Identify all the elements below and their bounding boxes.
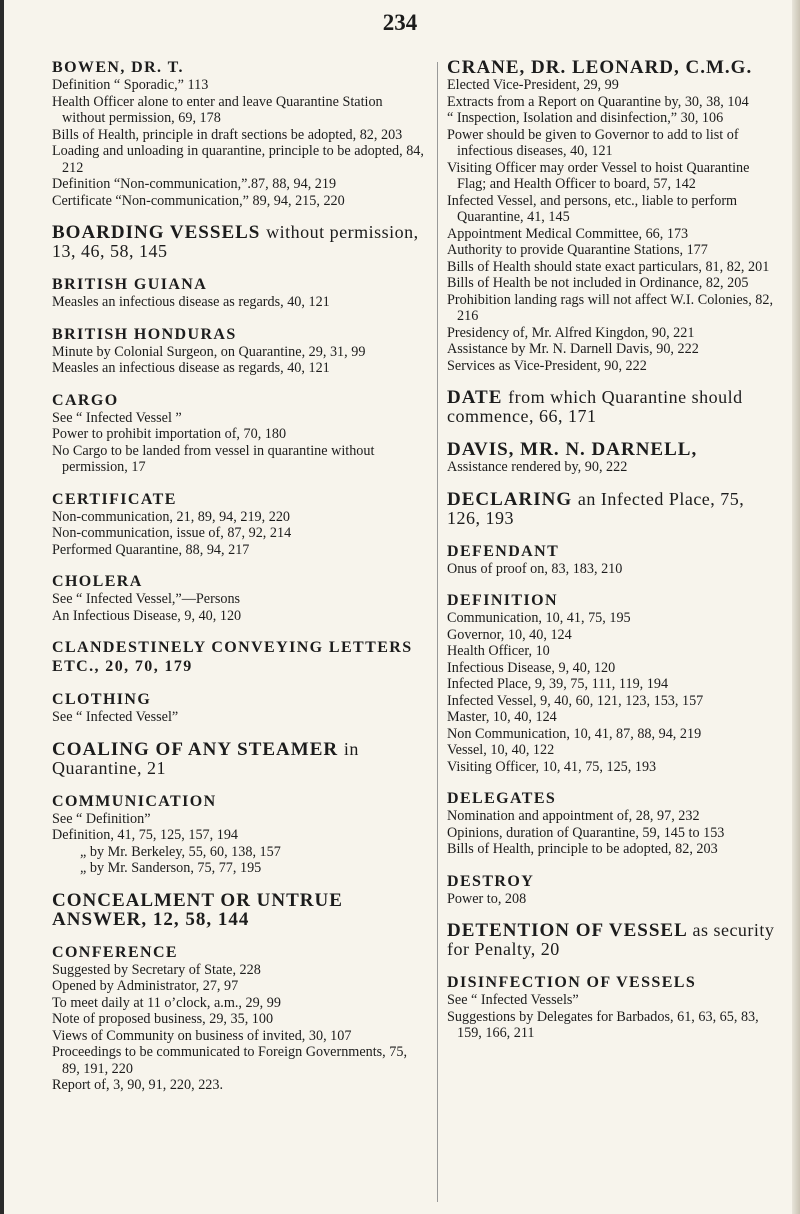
index-subentry: See “ Infected Vessel” — [52, 709, 179, 725]
index-entry — [52, 792, 428, 877]
index-entry — [447, 921, 782, 959]
index-subentry: Opened by Administrator, 27, 97 — [52, 978, 239, 994]
index-subentry: To meet daily at 11 o’clock, a.m., 29, 99 — [52, 994, 281, 1011]
index-heading-continuation: from which Quarantine should commence, 66, 171 — [447, 387, 743, 426]
index-heading — [52, 572, 428, 591]
index-heading — [52, 490, 428, 509]
index-heading — [447, 921, 782, 959]
index-heading-continuation: an Infected Place, 75, 126, 193 — [447, 488, 745, 528]
index-entry — [52, 58, 428, 209]
index-subentry: An Infectious Disease, 9, 40, 120 — [52, 607, 242, 624]
index-heading-text: BRITISH HONDURAS — [52, 325, 237, 343]
index-heading — [52, 638, 428, 676]
index-subentry: „ by Mr. Berkeley, 55, 60, 138, 157 — [80, 843, 281, 860]
index-subentry: Infectious Disease, 9, 40, 120 — [447, 659, 616, 676]
index-entry — [52, 943, 428, 1094]
index-subentry: Suggested by Secretary of State, 228 — [52, 961, 261, 978]
index-subentry: Non Communication, 10, 41, 87, 88, 94, 219 — [447, 725, 702, 742]
index-subentry: Governor, 10, 40, 124 — [447, 626, 572, 643]
index-subentry: Infected Place, 9, 39, 75, 111, 119, 194 — [447, 676, 669, 692]
index-heading-continuation: without permission, 13, 46, 58, 145 — [52, 222, 419, 261]
index-subentry: Vessel, 10, 40, 122 — [447, 742, 555, 758]
index-subentry: Minute by Colonial Surgeon, on Quarantine, 29, 31, 99 — [52, 343, 366, 360]
index-heading-text: CLOTHING — [52, 691, 152, 708]
index-heading-text: CONFERENCE — [52, 943, 179, 961]
index-subentry: Power to prohibit importation of, 70, 180 — [52, 426, 287, 442]
index-heading-text: CERTIFICATE — [52, 490, 177, 508]
index-heading — [447, 388, 782, 426]
index-subentry: Health Officer, 10 — [447, 643, 550, 659]
index-heading — [52, 391, 428, 410]
index-heading-text: CONCEALMENT OR UNTRUE ANSWER, 12, 58, 144 — [52, 889, 343, 930]
index-subentry: Extracts from a Report on Quarantine by, 30, 38, 104 — [447, 93, 749, 110]
index-heading — [447, 789, 782, 808]
index-subentry: Proceedings to be communicated to Foreign Governments, 75, 89, 191, 220 — [52, 1044, 408, 1077]
index-subentry: Communication, 10, 41, 75, 195 — [447, 610, 631, 626]
index-heading-text: DESTROY — [447, 872, 535, 890]
index-entry — [52, 391, 428, 476]
index-heading — [52, 325, 428, 344]
index-entry — [447, 388, 782, 426]
page-number: 234 — [382, 10, 418, 35]
index-entry — [52, 223, 428, 261]
index-subentry: See “ Infected Vessel ” — [52, 409, 182, 426]
index-subentry: Prohibition landing rags will not affect W.I. Colonies, 82, 216 — [447, 291, 774, 324]
index-entry — [52, 690, 428, 726]
index-heading-continuation: in Quarantine, 21 — [52, 738, 359, 778]
index-subentry: Appointment Medical Committee, 66, 173 — [447, 225, 689, 242]
index-subentry: Note of proposed business, 29, 35, 100 — [52, 1011, 274, 1027]
index-subentry: Elected Vice-President, 29, 99 — [447, 77, 619, 93]
index-subentry: Definition “ Sporadic,” 113 — [52, 77, 209, 93]
index-entry — [447, 440, 782, 476]
index-entry — [447, 789, 782, 858]
index-subentry: Power to, 208 — [447, 890, 527, 907]
index-subentry: Opinions, duration of Quarantine, 59, 145 to 153 — [447, 824, 725, 841]
index-entry — [447, 542, 782, 578]
index-entry — [52, 638, 428, 676]
index-subentry: Suggestions by Delegates for Barbados, 61, 63, 65, 83, 159, 166, 211 — [447, 1008, 759, 1041]
index-subentry: No Cargo to be landed from vessel in quarantine without permission, 17 — [52, 442, 375, 475]
index-heading — [52, 943, 428, 962]
index-subentry: Loading and unloading in quarantine, principle to be adopted, 84, 212 — [52, 143, 424, 176]
index-heading — [447, 490, 782, 528]
index-heading-text: DETENTION OF VESSEL — [447, 920, 687, 941]
index-subentry: Measles an infectious disease as regards, 40, 121 — [52, 360, 330, 376]
index-subentry: Authority to provide Quarantine Stations, 177 — [447, 242, 708, 258]
index-subentry: „ by Mr. Sanderson, 75, 77, 195 — [80, 860, 262, 876]
index-heading-text: COMMUNICATION — [52, 792, 217, 810]
index-heading-text: CLANDESTINELY CONVEYING LETTERS ETC., 20, 70, 179 — [52, 639, 413, 675]
index-heading — [447, 591, 782, 610]
index-heading — [52, 740, 428, 778]
index-subentry: Non-communication, 21, 89, 94, 219, 220 — [52, 508, 291, 525]
index-subentry: Visiting Officer, 10, 41, 75, 125, 193 — [447, 758, 657, 775]
index-entry — [52, 325, 428, 377]
index-entry — [447, 591, 782, 775]
index-entry — [447, 973, 782, 1042]
index-heading-text: DECLARING — [447, 488, 573, 510]
index-heading — [52, 891, 428, 929]
index-subentry: Nomination and appointment of, 28, 97, 232 — [447, 808, 700, 824]
index-subentry: Health Officer alone to enter and leave Quarantine Station without permission, 69, 178 — [52, 93, 383, 126]
index-subentry: Bills of Health, principle to be adopted, 82, 203 — [447, 841, 718, 857]
index-subentry: Visiting Officer may order Vessel to hoist Quarantine Flag; and Health Officer to board, 57, 142 — [447, 159, 750, 192]
index-subentry: Report of, 3, 90, 91, 220, 223. — [52, 1077, 224, 1093]
index-heading-text: DEFENDANT — [447, 542, 560, 560]
index-subentry: Infected Vessel, and persons, etc., liable to perform Quarantine, 41, 145 — [447, 192, 738, 225]
index-entry — [52, 891, 428, 929]
index-subentry: Assistance rendered by, 90, 222 — [447, 459, 628, 475]
index-heading-text: DELEGATES — [447, 790, 557, 807]
index-entry — [447, 58, 782, 374]
index-heading — [447, 973, 782, 992]
index-heading-text: CARGO — [52, 391, 119, 409]
index-heading-text: CRANE, DR. LEONARD, C.M.G. — [447, 57, 753, 78]
index-subentry: Infected Vessel, 9, 40, 60, 121, 123, 153, 157 — [447, 692, 704, 709]
index-subentry: Definition, 41, 75, 125, 157, 194 — [52, 827, 239, 843]
index-subentry: See “ Infected Vessels” — [447, 992, 579, 1008]
index-heading-text: DATE — [447, 387, 503, 408]
index-heading-text: DAVIS, MR. N. DARNELL, — [447, 439, 698, 460]
index-subentry: See “ Definition” — [52, 810, 151, 827]
index-heading-text: DEFINITION — [447, 592, 558, 609]
index-subentry: Definition “Non-communication,”.87, 88, 94, 219 — [52, 176, 337, 192]
index-heading-text: COALING OF ANY STEAMER — [52, 738, 339, 760]
page-edge-shadow — [792, 0, 800, 1214]
binding-edge — [0, 0, 4, 1214]
index-subentry: Non-communication, issue of, 87, 92, 214 — [52, 525, 292, 541]
index-subentry: Assistance by Mr. N. Darnell Davis, 90, 222 — [447, 341, 699, 357]
index-heading — [447, 58, 782, 77]
index-subentry: Master, 10, 40, 124 — [447, 709, 557, 725]
index-subentry: Power should be given to Governor to add to list of infectious diseases, 40, 121 — [447, 126, 739, 159]
index-heading — [52, 58, 428, 77]
index-heading-text: CHOLERA — [52, 573, 143, 590]
index-subentry: Performed Quarantine, 88, 94, 217 — [52, 541, 250, 558]
index-entry — [447, 872, 782, 908]
index-subentry: Measles an infectious disease as regards, 40, 121 — [52, 294, 330, 310]
index-heading — [447, 872, 782, 891]
index-heading-text: BOWEN, DR. T. — [52, 59, 184, 76]
index-entry — [447, 490, 782, 528]
index-subentry: See “ Infected Vessel,”—Persons — [52, 591, 241, 607]
index-heading — [52, 275, 428, 294]
index-heading — [52, 223, 428, 261]
index-entry — [52, 275, 428, 311]
index-subentry: Services as Vice-President, 90, 222 — [447, 357, 647, 374]
index-subentry: Bills of Health, principle in draft sections be adopted, 82, 203 — [52, 126, 403, 143]
index-subentry: Certificate “Non-communication,” 89, 94, 215, 220 — [52, 192, 345, 209]
index-heading-text: BRITISH GUIANA — [52, 276, 208, 293]
column-divider — [437, 62, 438, 1202]
index-entry — [52, 490, 428, 559]
index-subentry: Presidency of, Mr. Alfred Kingdon, 90, 221 — [447, 324, 695, 341]
index-heading — [447, 542, 782, 561]
index-heading — [52, 690, 428, 709]
index-subentry: Bills of Health should state exact particulars, 81, 82, 201 — [447, 258, 770, 275]
index-heading-text: DISINFECTION OF VESSELS — [447, 974, 697, 991]
index-entry — [52, 572, 428, 624]
index-heading-continuation: as security for Penalty, 20 — [447, 920, 775, 959]
index-subentry: Onus of proof on, 83, 183, 210 — [447, 560, 623, 577]
index-heading-text: BOARDING VESSELS — [52, 222, 261, 243]
right-index-column — [447, 58, 782, 1056]
index-subentry: Bills of Health be not included in Ordinance, 82, 205 — [447, 275, 749, 291]
index-entry — [52, 740, 428, 778]
index-subentry: Views of Community on business of invited, 30, 107 — [52, 1027, 352, 1044]
index-heading — [52, 792, 428, 811]
left-index-column — [52, 58, 428, 1108]
index-heading — [447, 440, 782, 459]
index-subentry: “ Inspection, Isolation and disinfection,” 30, 106 — [447, 110, 724, 126]
